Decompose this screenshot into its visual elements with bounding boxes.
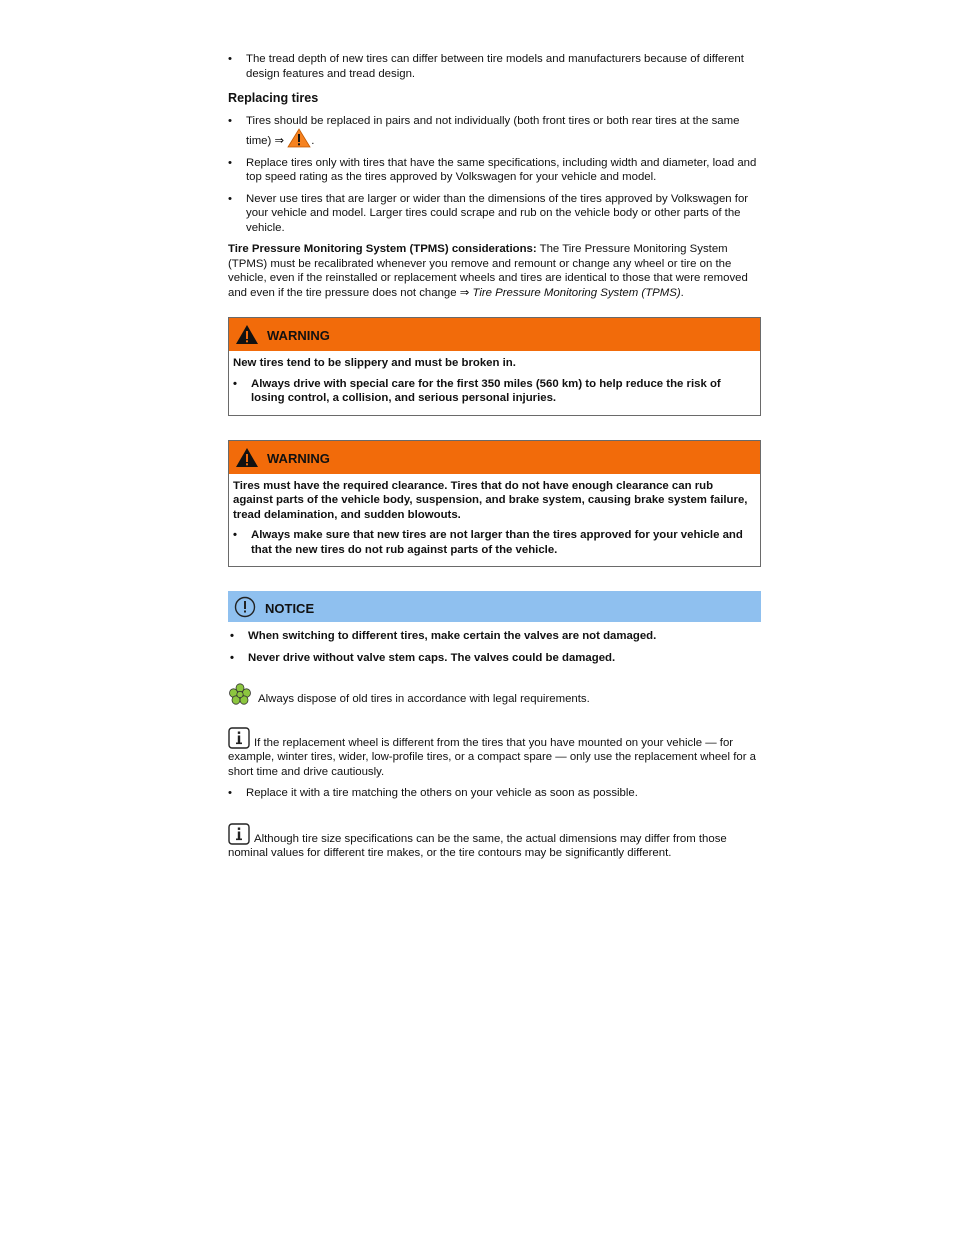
warning-triangle-icon[interactable] [287, 128, 311, 148]
notice-bullet-text: When switching to different tires, make certain the valves are not damaged. [248, 630, 657, 642]
warning-bullet-text: Always make sure that new tires are not larger than the tires approved for your vehicle and that the new tires do not rub against parts of the vehicle. [251, 529, 743, 556]
intro-bullet-text: The tread depth of new tires can differ between tire models and manufacturers because of different design features and tread design. [246, 53, 744, 80]
list-item [228, 114, 761, 149]
warning-box-2 [228, 440, 761, 568]
warning-title: WARNING [267, 328, 330, 344]
info-bullet-text: Replace it with a tire matching the others on your vehicle as soon as possible. [246, 787, 638, 799]
section-heading: Replacing tires [228, 91, 319, 105]
list-item [230, 651, 761, 666]
list-item-text-part: Tires should be replaced in pairs and not individually (both front tires or both rear tires at the same time) ⇒ [246, 114, 740, 147]
info-icon [228, 823, 250, 845]
tpms-label: Tire Pressure Monitoring System (TPMS) considerations: [228, 243, 537, 255]
list-item [228, 192, 761, 236]
bullet-marker: • [228, 787, 232, 799]
list-item [228, 786, 761, 801]
bullet-marker: • [228, 192, 232, 205]
tpms-cross-reference-link[interactable]: Tire Pressure Monitoring System (TPMS) [472, 286, 681, 299]
environment-flower-icon [228, 683, 252, 705]
info-icon [228, 727, 250, 749]
info-text: If the replacement wheel is different from the tires that you have mounted on your vehicle — for example, winter tires, wider, low-profile tires, or a compact spare — only use the replacement wheel for a short time and drive cautiously. [228, 736, 756, 778]
info-paragraph [228, 823, 761, 861]
bullet-marker: • [233, 377, 237, 390]
document-page [228, 52, 761, 868]
notice-body [228, 622, 761, 665]
notice-header [228, 591, 761, 622]
list-item [228, 156, 761, 185]
bullet-marker: • [228, 156, 232, 169]
notice-box [228, 591, 761, 665]
warning-title: WARNING [267, 450, 330, 466]
list-item [230, 629, 761, 644]
notice-exclamation-icon [234, 596, 256, 618]
list-item [233, 528, 756, 557]
tpms-paragraph [228, 242, 761, 300]
notice-title: NOTICE [265, 600, 315, 616]
info-paragraph [228, 727, 761, 780]
notice-bullet-text: Never drive without valve stem caps. The valves could be damaged. [248, 651, 616, 664]
list-item-text: Never use tires that are larger or wider than the dimensions of the tires approved by Volkswagen for your vehicle and model. Larger tires could scrape and rub on the vehicle body or other parts of the vehicle. [246, 192, 749, 234]
bullet-marker: • [233, 529, 237, 541]
environment-note-text: Always dispose of old tires in accordance with legal requirements. [258, 693, 590, 705]
warning-triangle-icon [235, 447, 259, 468]
list-item-text [246, 114, 761, 149]
bullet-marker: • [228, 114, 232, 127]
tpms-end: . [680, 286, 684, 299]
warning-bullet-text: Always drive with special care for the first 350 miles (560 km) to help reduce the risk of losing control, a collision, and serious personal injuries. [251, 377, 721, 404]
warning-header [229, 318, 760, 351]
warning-body [229, 351, 760, 415]
info-text: Although tire size specifications can be the same, the actual dimensions may differ from those nominal values for different tire makes, or the tire contours may be significantly different. [228, 832, 727, 859]
bullet-marker: • [230, 651, 234, 664]
tpms-text: The Tire Pressure Monitoring System (TPMS) must be recalibrated whenever you remove and remount or change any wheel or tire on the vehicle, even if the reinstalled or replacement wheels and tires are identical to those that were removed and even if the tire pressure does not change ⇒ [228, 243, 748, 299]
list-item [233, 377, 756, 406]
bullet-marker: • [230, 630, 234, 642]
info-note-1 [228, 727, 761, 801]
list-item [228, 52, 761, 81]
environment-note [228, 683, 761, 707]
bullet-marker: • [228, 53, 232, 65]
warning-header [229, 441, 760, 474]
warning-text: Tires must have the required clearance. Tires that do not have enough clearance can rub against parts of the vehicle body, suspension, and brake system, causing brake system failure, tread delamination, and sudden blowouts. [233, 479, 748, 521]
warning-box-1 [228, 317, 761, 416]
list-item-text-part: . [311, 135, 315, 147]
info-note-2 [228, 823, 761, 861]
warning-triangle-icon [235, 324, 259, 345]
warning-text: New tires tend to be slippery and must be broken in. [233, 357, 516, 369]
list-item-text: Replace tires only with tires that have the same specifications, including width and diameter, load and top speed rating as the tires approved by Volkswagen for your vehicle and model. [246, 156, 757, 183]
warning-body [229, 474, 760, 567]
